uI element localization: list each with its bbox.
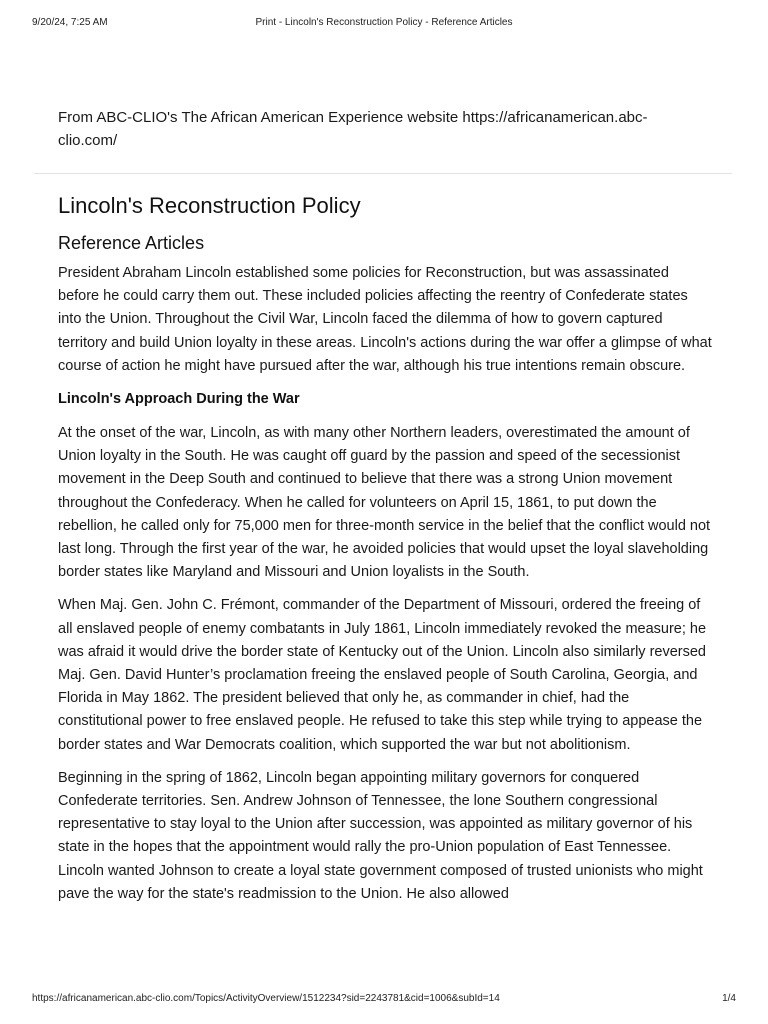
intro-paragraph: President Abraham Lincoln established some policies for Reconstruction, but was assassinated before he could carry them out. These included policies affecting the reentry of Confederate states into the Union. Throughout the Civil War, Lincoln faced the dilemma of how to govern captured territory and build Union loyalty in these areas. Lincoln's actions during the war offer a glimpse of what course of action he might have pursued after the war, although his true intentions remain obscure.: [58, 265, 712, 374]
body-paragraph: At the onset of the war, Lincoln, as with many other Northern leaders, overestimated the amount of Union loyalty in the South. He was caught off guard by the passion and speed of the secessionist movement in the Deep South and continued to believe that there was a strong Union movement throughout the Confederacy. When he called for volunteers on April 15, 1861, to put down the rebellion, he called only for 75,000 men for three-month service in the belief that the conflict would not last long. Through the first year of the war, he avoided policies that would upset the loyal slaveholding border states like Maryland and Missouri and Union loyalists in the South.: [58, 425, 711, 581]
print-page-title: Print - Lincoln's Reconstruction Policy - Reference Articles: [255, 17, 513, 28]
article-body: [58, 190, 714, 916]
body-paragraph: Beginning in the spring of 1862, Lincoln began appointing military governors for conquered Confederate territories. Sen. Andrew Johnson of Tennessee, the lone Southern congressional representative to stay loyal to the Union after succession, was appointed as military governor of his state in the hopes that the appointment would rally the pro-Union population of East Tennessee. Lincoln wanted Johnson to create a loyal state government composed of trusted unionists who might pave the way for the state's readmission to the Union. He also allowed: [58, 769, 703, 902]
body-paragraph: When Maj. Gen. John C. Frémont, commander of the Department of Missouri, ordered the freeing of all enslaved people of enemy combatants in July 1861, Lincoln immediately revoked the measure; he was afraid it would drive the border state of Kentucky out of the Union. Lincoln also similarly reversed Maj. Gen. David Hunter’s proclamation freeing the enslaved people of South Carolina, Georgia, and Florida in May 1862. The president believed that only he, as commander in chief, had the constitutional power to free enslaved people. He refused to take this step while trying to appease the border states and War Democrats coalition, which supported the war but not abolitionism.: [58, 597, 707, 753]
source-attribution: From ABC-CLIO's The African American Experience website https://africanamerican.abc-clio.com/: [58, 109, 648, 149]
article-title: Lincoln's Reconstruction Policy: [58, 193, 361, 218]
page-number: 1/4: [722, 993, 736, 1004]
print-footer: [32, 993, 736, 1007]
print-date: 9/20/24, 7:25 AM: [32, 17, 108, 28]
divider: [34, 173, 732, 174]
print-header: [32, 17, 736, 31]
section-heading: Lincoln's Approach During the War: [58, 391, 300, 408]
article-subtitle: Reference Articles: [58, 233, 205, 253]
page-url: https://africanamerican.abc-clio.com/Topics/ActivityOverview/1512234?sid=2243781&cid=1006&subId=14: [32, 993, 500, 1004]
